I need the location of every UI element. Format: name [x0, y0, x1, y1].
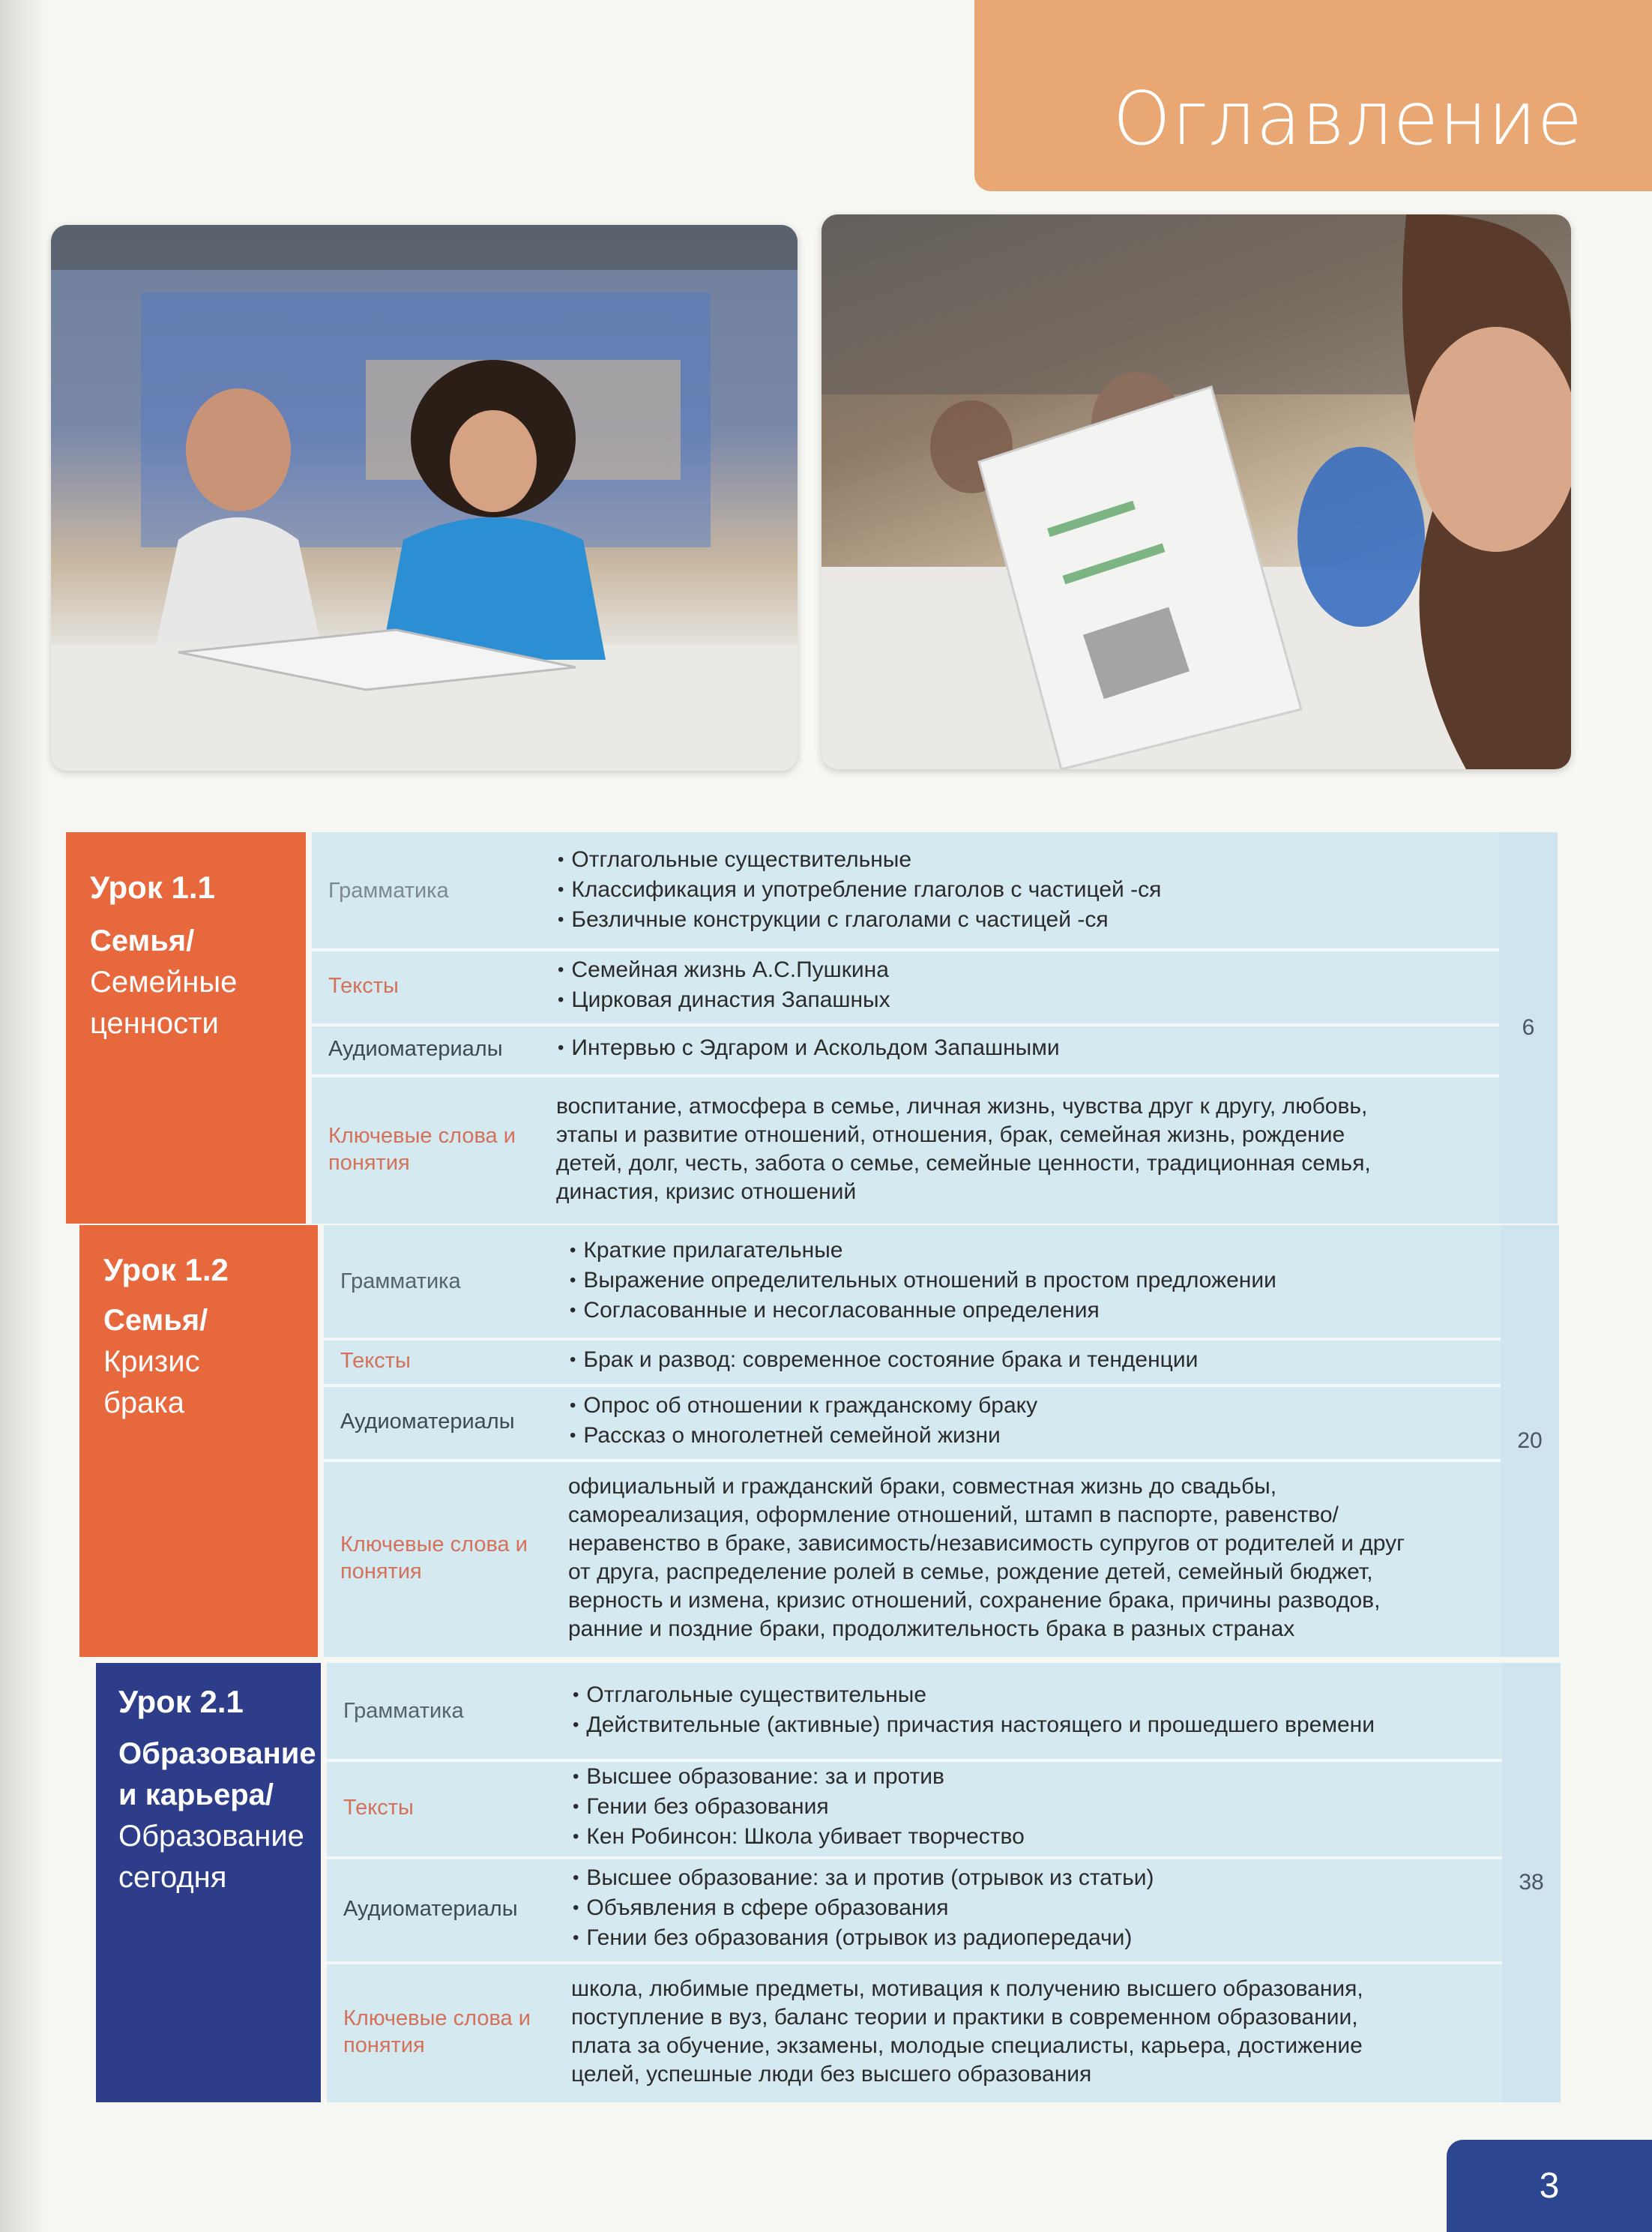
list-item: • Высшее образование: за и против [573, 1763, 1504, 1793]
list-item: • Опрос об отношении к гражданскому браку [570, 1392, 1501, 1422]
lesson-topic-line: Семейные [90, 966, 238, 999]
row-label: Грамматика [328, 878, 449, 903]
keywords-line: верность и измена, кризис отношений, сохранение брака, причины разводов, [568, 1588, 1381, 1613]
list-item: • Гении без образования (отрывок из радиопередачи) [573, 1924, 1504, 1954]
row-content [538, 832, 1499, 948]
photo-student-reading-handout [822, 214, 1571, 769]
lesson-topic [90, 921, 292, 1044]
list-item: • Согласованные и несогласованные определения [570, 1296, 1501, 1326]
lesson-rows [324, 1225, 1501, 1657]
page-number: 3 [1539, 2166, 1560, 2206]
row-content [538, 1074, 1499, 1224]
list-item: • Отглагольные существительные [573, 1681, 1504, 1711]
lesson-topic-line: сегодня [118, 1861, 227, 1894]
lesson-number: Урок 1.1 [90, 870, 215, 905]
list-item: • Рассказ о многолетней семейной жизни [570, 1422, 1501, 1452]
list-item: • Высшее образование: за и против (отрывок из статьи) [573, 1864, 1504, 1894]
keywords-line: плата за обучение, экзамены, молодые специалисты, карьера, достижение [571, 2033, 1363, 2058]
list-item: • Цирковая династия Запашных [558, 986, 1499, 1016]
lesson-label-box [96, 1663, 321, 2102]
keywords-line: от друга, распределение ролей в семье, рождение детей, семейный бюджет, [568, 1559, 1373, 1584]
toc-row-audio [324, 1384, 1501, 1462]
keywords-line: неравенство в браке, зависимость/независимость супругов от родителей и друг [568, 1531, 1405, 1556]
toc-row-keywords [327, 1961, 1504, 2102]
keywords-line: ранние и поздние браки, продолжительность брака в разных странах [568, 1616, 1295, 1641]
row-label: Аудиоматериалы [340, 1410, 515, 1434]
keywords-line: детей, долг, честь, забота о семье, семейные ценности, традиционная семья, [556, 1150, 1371, 1176]
toc-row-texts [327, 1759, 1504, 1859]
lesson-topic-bold: Семья/ [103, 1304, 208, 1337]
list-item: • Кен Робинсон: Школа убивает творчество [573, 1823, 1504, 1853]
toc-section-lesson-1-1 [66, 832, 1558, 1224]
lesson-topic [103, 1300, 306, 1424]
list-item: • Действительные (активные) причастия настоящего и прошедшего времени [573, 1711, 1504, 1741]
page-gutter-shadow [0, 0, 45, 2232]
lesson-topic-bold: Семья/ [90, 924, 195, 957]
photo-two-students-laughing [51, 225, 798, 771]
toc-row-texts [324, 1338, 1501, 1387]
page-title: Оглавление [1112, 76, 1583, 162]
list-item: • Объявления в сфере образования [573, 1894, 1504, 1924]
row-content [553, 1856, 1504, 1961]
lesson-number: Урок 1.2 [103, 1252, 229, 1287]
toc-section-lesson-1-2 [79, 1225, 1559, 1657]
list-item: • Краткие прилагательные [570, 1236, 1501, 1266]
row-label: Ключевые слова и понятия [343, 2006, 531, 2057]
lesson-label-box [66, 832, 306, 1224]
row-label: Грамматика [343, 1699, 464, 1723]
row-content [553, 1961, 1504, 2102]
toc-section-lesson-2-1 [96, 1663, 1561, 2102]
row-content [550, 1459, 1501, 1657]
keywords-line: самореализация, оформление отношений, штамп в паспорте, равенство/ [568, 1502, 1339, 1527]
row-label: Аудиоматериалы [328, 1037, 503, 1061]
row-content [550, 1384, 1501, 1459]
lesson-topic-line: брака [103, 1386, 185, 1419]
list-item: • Гении без образования [573, 1793, 1504, 1823]
row-content [550, 1338, 1501, 1384]
toc-row-grammar [312, 832, 1499, 951]
page-number-tab [1447, 2140, 1652, 2232]
page-ref: 6 [1499, 832, 1558, 1224]
list-item: • Брак и развод: современное состояние брака и тенденции [570, 1346, 1501, 1376]
keywords-line: целей, успешные люди без высшего образования [571, 2062, 1092, 2087]
toc-row-keywords [324, 1459, 1501, 1657]
lesson-rows [312, 832, 1499, 1224]
list-item: • Семейная жизнь А.С.Пушкина [558, 956, 1499, 986]
list-item: • Выражение определительных отношений в простом предложении [570, 1266, 1501, 1296]
toc-row-audio [312, 1023, 1499, 1077]
keywords-line: поступление в вуз, баланс теории и практики в современном образовании, [571, 2005, 1358, 2030]
toc-row-audio [327, 1856, 1504, 1964]
toc-row-texts [312, 948, 1499, 1026]
toc-row-grammar [327, 1663, 1504, 1762]
lesson-rows [327, 1663, 1504, 2102]
page-ref: 38 [1502, 1663, 1561, 2102]
list-item: • Интервью с Эдгаром и Аскольдом Запашными [558, 1034, 1499, 1064]
row-content [550, 1225, 1501, 1338]
row-label: Грамматика [340, 1269, 461, 1293]
row-content [553, 1759, 1504, 1856]
list-item: • Отглагольные существительные [558, 846, 1499, 876]
row-label: Тексты [343, 1796, 414, 1820]
keywords-line: воспитание, атмосфера в семье, личная жизнь, чувства друг к другу, любовь, [556, 1093, 1368, 1119]
lesson-label-box [79, 1225, 318, 1657]
row-content [538, 948, 1499, 1023]
keywords-line: официальный и гражданский браки, совместная жизнь до свадьбы, [568, 1474, 1277, 1499]
lesson-number: Урок 2.1 [118, 1684, 244, 1719]
lesson-topic-line: Кризис [103, 1345, 200, 1378]
list-item: • Безличные конструкции с глаголами с частицей -ся [558, 906, 1499, 936]
lesson-topic-line: ценности [90, 1007, 219, 1040]
list-item: • Классификация и употребление глаголов с частицей -ся [558, 876, 1499, 906]
toc-row-grammar [324, 1225, 1501, 1341]
keywords-line: династия, кризис отношений [556, 1179, 857, 1204]
keywords-line: школа, любимые предметы, мотивация к получению высшего образования, [571, 1976, 1363, 2001]
row-label: Аудиоматериалы [343, 1897, 518, 1921]
lesson-topic [118, 1733, 321, 1898]
header-tab [974, 0, 1652, 191]
page-ref: 20 [1501, 1225, 1559, 1657]
row-content [553, 1663, 1504, 1759]
row-label: Тексты [328, 974, 399, 998]
row-label: Ключевые слова и понятия [340, 1532, 528, 1583]
row-label: Ключевые слова и понятия [328, 1123, 516, 1175]
lesson-topic-bold: Образование и карьера/ [118, 1737, 316, 1811]
row-content [538, 1023, 1499, 1074]
lesson-topic-line: Образование [118, 1820, 304, 1853]
keywords-line: этапы и развитие отношений, отношения, брак, семейная жизнь, рождение [556, 1122, 1345, 1147]
row-label: Тексты [340, 1349, 411, 1373]
toc-row-keywords [312, 1074, 1499, 1224]
